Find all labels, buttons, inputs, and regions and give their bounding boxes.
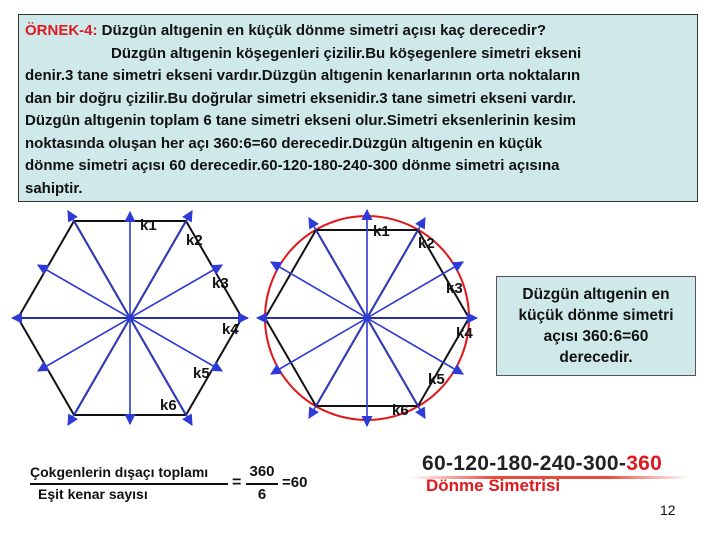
rotation-sequence	[422, 452, 662, 476]
formula-value-bar	[246, 483, 278, 485]
page-number: 12	[660, 502, 676, 518]
right-label-k3: k3	[446, 280, 463, 297]
formula-denominator: Eşit kenar sayısı	[38, 486, 148, 502]
left-label-k4: k4	[222, 321, 239, 338]
formula-equals: =	[232, 474, 242, 491]
left-hexagon-figure	[12, 211, 248, 425]
solution-line-4: Düzgün altıgenin toplam 6 tane simetri ekseni olur.Simetri eksenlerinin kesim	[25, 112, 576, 129]
left-label-k2: k2	[186, 232, 203, 249]
left-label-k1: k1	[140, 217, 157, 234]
question-text: Düzgün altıgenin en küçük dönme simetri açısı kaç derecedir?	[97, 22, 546, 39]
rotation-sequence-last: 360	[626, 452, 663, 475]
right-label-k1: k1	[373, 223, 390, 240]
formula-value-numerator: 360	[249, 463, 275, 480]
left-label-k3: k3	[212, 275, 229, 292]
solution-line-3: dan bir doğru çizilir.Bu doğrular simetri eksenidir.3 tane simetri ekseni vardır.	[25, 89, 577, 107]
solution-line-1: Düzgün altıgenin köşegenleri çizilir.Bu köşegenlere simetri ekseni	[111, 44, 582, 62]
rotation-subtitle: Dönme Simetrisi	[426, 476, 561, 495]
formula-result: =60	[282, 474, 308, 491]
example-label: ÖRNEK-4:	[25, 22, 98, 39]
formula-fraction-bar	[30, 483, 228, 485]
side-note-box	[496, 276, 696, 376]
left-label-k5: k5	[193, 365, 210, 382]
right-hexagon-figure	[257, 210, 477, 426]
solution-line-7: sahiptir.	[25, 179, 83, 197]
right-label-k6: k6	[392, 402, 409, 419]
side-note-text: Düzgün altıgenin en küçük dönme simetri açısı 360:6=60 derecedir.	[518, 286, 674, 366]
formula-value-denominator: 6	[257, 486, 267, 503]
formula-numerator: Çokgenlerin dışaçı toplamı	[30, 464, 209, 480]
solution-line-2: denir.3 tane simetri ekseni vardır.Düzgün altıgenin kenarlarının orta noktaların	[25, 67, 581, 84]
left-label-k6: k6	[160, 397, 177, 414]
rotation-sequence-values: 60-120-180-240-300-	[422, 452, 627, 475]
solution-line-6: dönme simetri açısı 60 derecedir.60-120-180-240-300 dönme simetri açısına	[25, 157, 560, 174]
solution-line-5: noktasında oluşan her açı 360:6=60 derecedir.Düzgün altıgenin en küçük	[25, 134, 543, 152]
right-label-k4: k4	[456, 325, 473, 342]
right-label-k2: k2	[418, 235, 435, 252]
right-label-k5: k5	[428, 371, 445, 388]
